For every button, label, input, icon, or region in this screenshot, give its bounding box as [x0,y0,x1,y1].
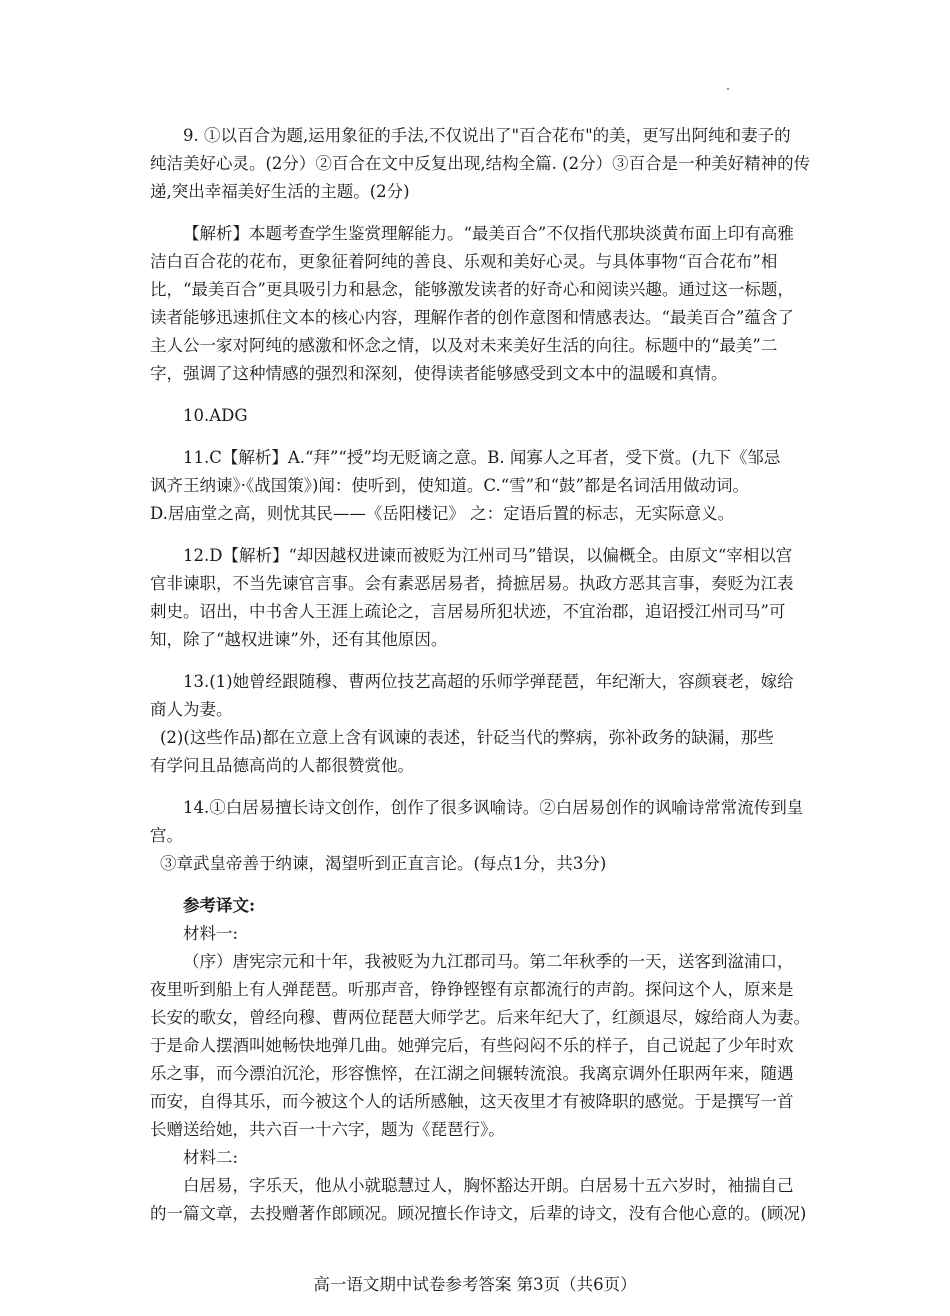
q11-line-2: 讽齐王纳谏》·《战国策》)闻：使听到，使知道。C.“雪”和“鼓”都是名词活用做动词。 [150,476,749,495]
q10-answer: 10.ADG [183,406,248,425]
q12-line-1: 12.D【解析】“却因越权进谏而被贬为江州司马”错误，以偏概全。由原文“宰相以宫 [183,546,793,565]
q11-line-3: D.居庙堂之高，则忧其民——《岳阳楼记》 之：定语后置的标志，无实际意义。 [150,504,735,523]
material-one-line-5: 乐之事，而今漂泊沉沦，形容憔悴，在江湖之间辗转流浪。我离京调外任职两年来，随遇 [150,1064,794,1083]
page-footer: 高一语文期中试卷参考答案 第3页（共6页） [313,1275,637,1294]
q9-analysis-line-3: 比，“最美百合”更具吸引力和悬念，能够激发读者的好奇心和阅读兴趣。通过这一标题， [150,280,794,299]
material-one-line-4: 于是命人摆酒叫她畅快地弹几曲。她弹完后，有些闷闷不乐的样子，自己说起了少年时欢 [150,1036,794,1055]
material-two-label: 材料二: [183,1148,239,1167]
translation-heading: 参考译文: [183,896,256,915]
q13-line-1: 13.(1)她曾经跟随穆、曹两位技艺高超的乐师学弹琵琶，年纪渐大，容颜衰老，嫁给 [183,672,794,691]
q9-analysis-line-2: 洁白百合花的花布，更象征着阿纯的善良、乐观和美好心灵。与具体事物“百合花布”相 [150,252,778,271]
q9-line-3: 递,突出幸福美好生活的主题。(2分) [150,182,410,201]
q9-analysis-line-5: 主人公一家对阿纯的感激和怀念之情，以及对未来美好生活的向往。标题中的“最美”二 [150,336,778,355]
material-one-line-6: 而安，自得其乐，而今被这个人的话所感触，这天夜里才有被降职的感觉。于是撰写一首 [150,1092,794,1111]
q12-line-3: 刺史。诏出，中书舍人王涯上疏论之，言居易所犯状迹，不宜治郡，追诏授江州司马”可 [150,602,786,621]
material-one-line-1: （序）唐宪宗元和十年，我被贬为九江郡司马。第二年秋季的一天，送客到湓浦口， [183,952,794,971]
material-one-line-2: 夜里听到船上有人弹琵琶。听那声音，铮铮铿铿有京都流行的声韵。探问这个人，原来是 [150,980,794,999]
q13-line-3: (2)(这些作品)都在立意上含有讽谏的表述，针砭当代的弊病，弥补政务的缺漏，那些 [160,728,774,747]
material-one-line-7: 长赠送给她，共六百一十六字，题为《琵琶行》。 [150,1120,505,1139]
q9-analysis-line-4: 读者能够迅速抓住文本的核心内容，理解作者的创作意图和情感表达。“最美百合”蕴含了 [150,308,794,327]
q11-line-1: 11.C【解析】A.“拜”“授”均无贬谪之意。B. 闻寡人之耳者，受下赏。(九下《邹忌 [183,448,781,467]
q14-line-2: 宫。 [150,826,183,845]
material-one-line-3: 长安的歌女，曾经向穆、曹两位琵琶大师学艺。后来年纪大了，红颜退尽，嫁给商人为妻。 [150,1008,810,1027]
q9-analysis-line-6: 字，强调了这种情感的强烈和深刻，使得读者能够感受到文本中的温暖和真情。 [150,364,728,383]
q9-line-1: 9. ①以百合为题,运用象征的手法,不仅说出了"百合花布"的美，更写出阿纯和妻子的 [183,126,791,145]
scan-speck [727,88,729,90]
material-two-line-2: 的一篇文章，去投赠著作郎顾况。顾况擅长作诗文，后辈的诗文，没有合他心意的。(顾况) [150,1204,807,1223]
q12-line-2: 官非谏职，不当先谏官言事。会有素恶居易者，掎摭居易。执政方恶其言事，奏贬为江表 [150,574,794,593]
q13-line-2: 商人为妻。 [150,700,233,719]
q14-line-3: ③章武皇帝善于纳谏，渴望听到正直言论。(每点1分，共3分) [160,854,607,873]
q9-analysis-line-1: 【解析】本题考查学生鉴赏理解能力。“最美百合”不仅指代那块淡黄布面上印有高雅 [183,224,794,243]
q14-line-1: 14.①白居易擅长诗文创作，创作了很多讽喻诗。②白居易创作的讽喻诗常常流传到皇 [183,798,804,817]
q13-line-4: 有学问且品德高尚的人都很赞赏他。 [150,756,414,775]
q12-line-4: 知，除了“越权进谏”外，还有其他原因。 [150,630,448,649]
material-two-line-1: 白居易，字乐天，他从小就聪慧过人，胸怀豁达开朗。白居易十五六岁时，袖揣自己 [183,1176,794,1195]
page-content [150,122,840,1228]
q9-line-2: 纯洁美好心灵。(2分）②百合在文中反复出现,结构全篇. (2分）③百合是一种美好精神的传 [150,154,811,173]
material-one-label: 材料一: [183,924,239,943]
